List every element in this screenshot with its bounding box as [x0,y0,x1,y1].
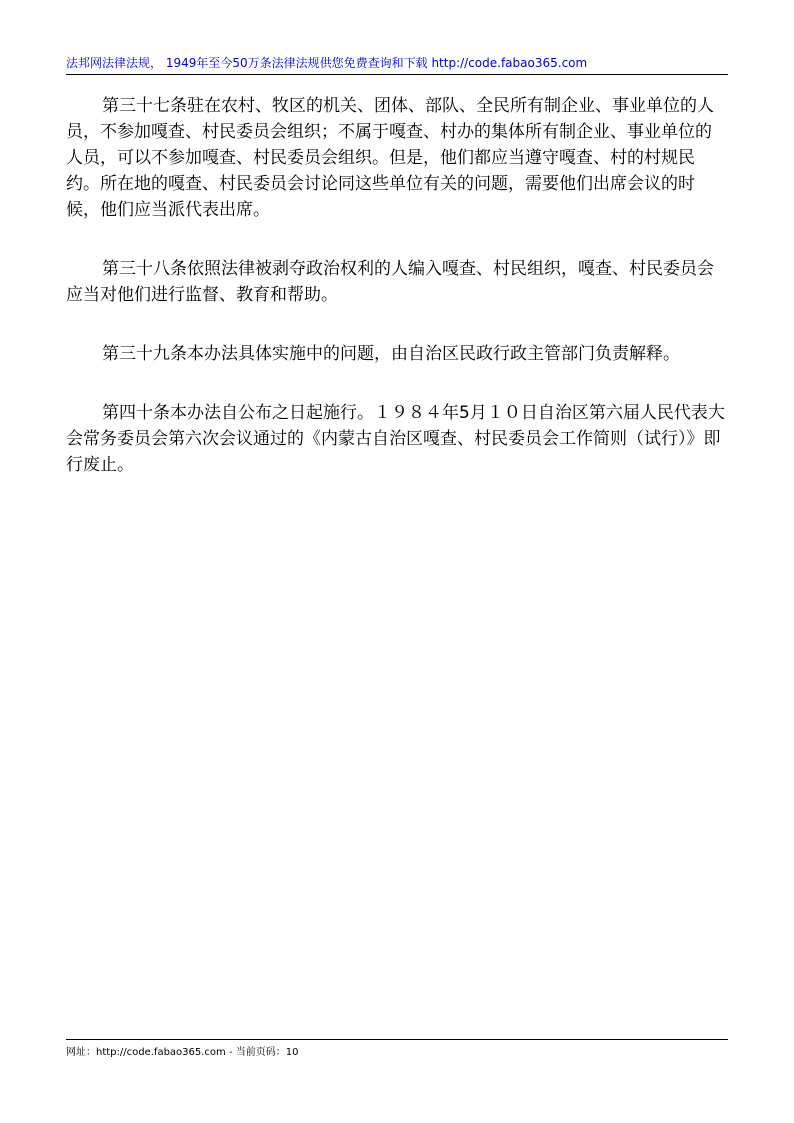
article-39-paragraph: 第三十九条本办法具体实施中的问题，由自治区民政行政主管部门负责解释。 [102,344,680,364]
page-header: 法邦网法律法规， 1949年至今50万条法律法规供您免费查询和下载 http://code.fabao365.com [66,56,588,70]
article-38-paragraph: 第三十八条依照法律被剥夺政治权利的人编入嘎查、村民组织，嘎查、村民委员会应当对他们进行监督、教育和帮助。 [66,259,714,305]
footer-divider [66,1039,728,1040]
article-40-paragraph: 第四十条本办法自公布之日起施行。１９８４年5月１０日自治区第六届人民代表大会常务委员会第六次会议通过的《内蒙古自治区嘎查、村民委员会工作简则（试行）》即行废止。 [66,403,725,475]
page-footer: 网址：http://code.fabao365.com - 当前页码：10 [66,1047,299,1058]
article-37-paragraph: 第三十七条驻在农村、牧区的机关、团体、部队、全民所有制企业、事业单位的人员，不参加嘎查、村民委员会组织；不属于嘎查、村办的集体所有制企业、事业单位的人员，可以不参加嘎查、村民委员会组织。但是，他们都应当遵守嘎查、村的村规民约。所在地的嘎查、村民委员会讨论同这些单位有关的问题，需要他们出席会议的时候，他们应当派代表出席。 [66,96,714,220]
document-body [66,93,728,511]
header-divider [66,74,728,75]
